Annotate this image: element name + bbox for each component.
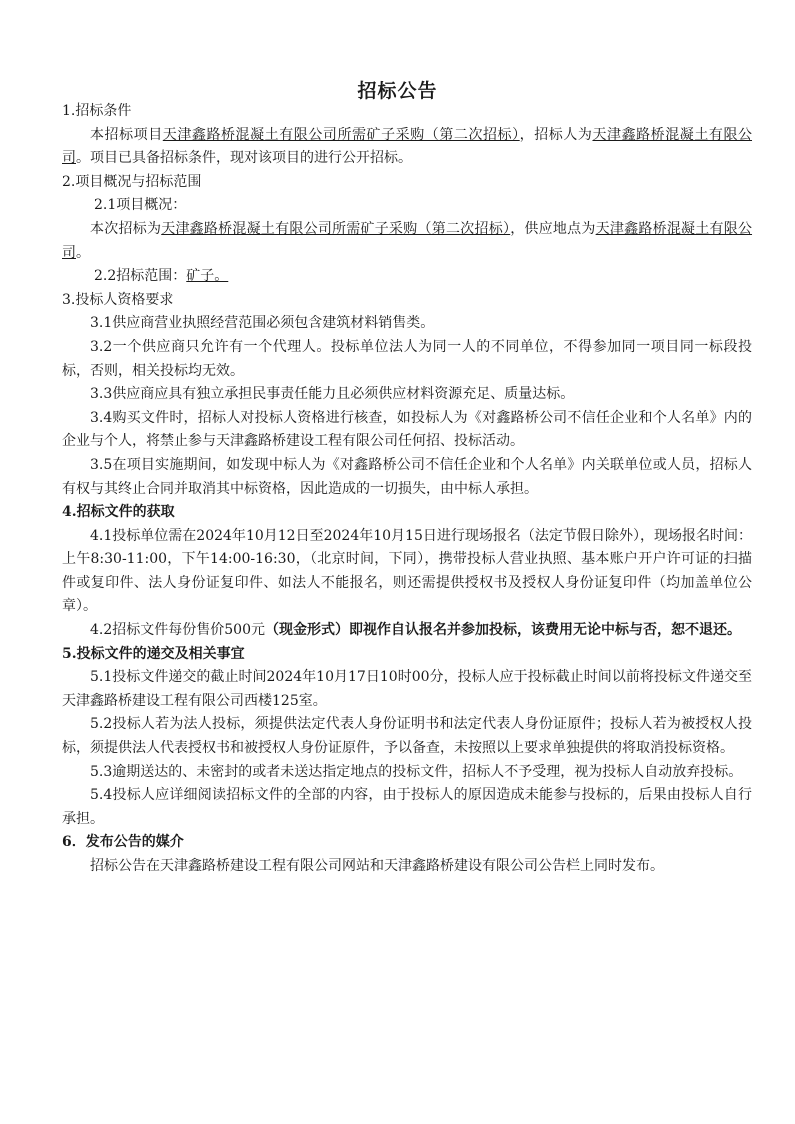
section-6-heading: 6．发布公告的媒介 xyxy=(62,834,184,851)
project-name: 天津鑫路桥混凝土有限公司所需矿子采购（第二次招标） xyxy=(161,220,511,237)
text: ，招标人为 xyxy=(519,126,593,143)
section-2-heading: 2.项目概况与招标范围 xyxy=(62,173,202,190)
text: 2.2招标范围： xyxy=(94,268,187,285)
section-5-item: 5.4投标人应详细阅读招标文件的全部的内容，由于投标人的原因造成未能参与投标的，后果由投标人自行承担。 xyxy=(62,787,752,827)
text: 4.2招标文件每份售价500元 xyxy=(90,622,265,639)
section-1-heading: 1.招标条件 xyxy=(62,103,132,119)
section-3-item: 3.4购买文件时，招标人对投标人资格进行核查，如投标人为《对鑫路桥公司不信任企业和个人名单》内的企业与个人，将禁止参与天津鑫路桥建设工程有限公司任何招、投标活动。 xyxy=(62,409,752,450)
text: 本招标项目 xyxy=(90,126,163,143)
section-3-item: 3.1供应商营业执照经营范围必须包含建筑材料销售类。 xyxy=(90,315,435,332)
section-3-item: 3.2一个供应商只允许有一个代理人。投标单位法人为同一人的不同单位，不得参加同一项目同一标段投标，否则，相关投标均无效。 xyxy=(62,338,752,379)
section-3-item: 3.5在项目实施期间，如发现中标人为《对鑫路桥公司不信任企业和个人名单》内关联单位或人员，招标人有权与其终止合同并取消其中标资格，因此造成的一切损失，由中标人承担。 xyxy=(62,456,752,497)
section-6-paragraph: 招标公告在天津鑫路桥建设工程有限公司网站和天津鑫路桥建设有限公司公告栏上同时发布。 xyxy=(90,858,664,874)
tenderer-name: 天津鑫路桥混凝土有限公司 xyxy=(62,126,753,167)
text: 。项目已具备招标条件，现对该项目的进行公开招标。 xyxy=(76,150,412,167)
scope-value: 矿子。 xyxy=(186,268,229,285)
section-2-2 xyxy=(62,265,752,289)
text: ，供应地点为 xyxy=(510,220,596,237)
section-3-heading: 3.投标人资格要求 xyxy=(62,291,174,308)
section-1-paragraph xyxy=(62,124,752,171)
text: 本次招标为 xyxy=(90,220,162,237)
page-title: 招标公告 xyxy=(357,80,438,102)
section-4-item xyxy=(62,619,752,643)
supply-place: 天津鑫路桥混凝土有限公司 xyxy=(62,220,753,261)
section-2-1-label: 2.1项目概况： xyxy=(94,197,187,214)
section-4-heading: 4.招标文件的获取 xyxy=(62,504,175,521)
document-body xyxy=(62,100,752,879)
section-4-item: 4.1投标单位需在2024年10月12日至2024年10月15日进行现场报名（法定节假日除外），现场报名时间：上午8:30-11:00，下午14:00-16:30，（北京时间，下同），携带投标人营业执照、基本账户开户许可证的扫描件或复印件、法人身份证复印件、如法人不能报名，则还需提供授权书及授权人身份证复印件（均加盖单位公章）。 xyxy=(62,527,752,615)
cash-notice: （现金形式）即视作自认报名并参加投标，该费用无论中标与否，恕不退还。 xyxy=(265,622,741,639)
section-5-heading: 5.投标文件的递交及相关事宜 xyxy=(62,645,245,662)
section-3-item: 3.3供应商应具有独立承担民事责任能力且必须供应材料资源充足、质量达标。 xyxy=(90,386,575,403)
project-name: 天津鑫路桥混凝土有限公司所需矿子采购（第二次招标） xyxy=(162,126,520,143)
section-5-item: 5.3逾期送达的、未密封的或者未送达指定地点的投标文件，招标人不予受理，视为投标人自动放弃投标。 xyxy=(90,763,743,780)
section-5-item: 5.2投标人若为法人投标，须提供法定代表人身份证明书和法定代表人身份证原件；投标人若为被授权人投标，须提供法人代表授权书和被授权人身份证原件，予以备查，未按照以上要求单独提供的将取消投标资格。 xyxy=(62,716,752,757)
text: 。 xyxy=(76,244,90,261)
section-5-item: 5.1投标文件递交的截止时间2024年10月17日10时00分，投标人应于投标截止时间以前将投标文件递交至天津鑫路桥建设工程有限公司西楼125室。 xyxy=(62,669,752,709)
section-2-paragraph xyxy=(62,218,752,265)
